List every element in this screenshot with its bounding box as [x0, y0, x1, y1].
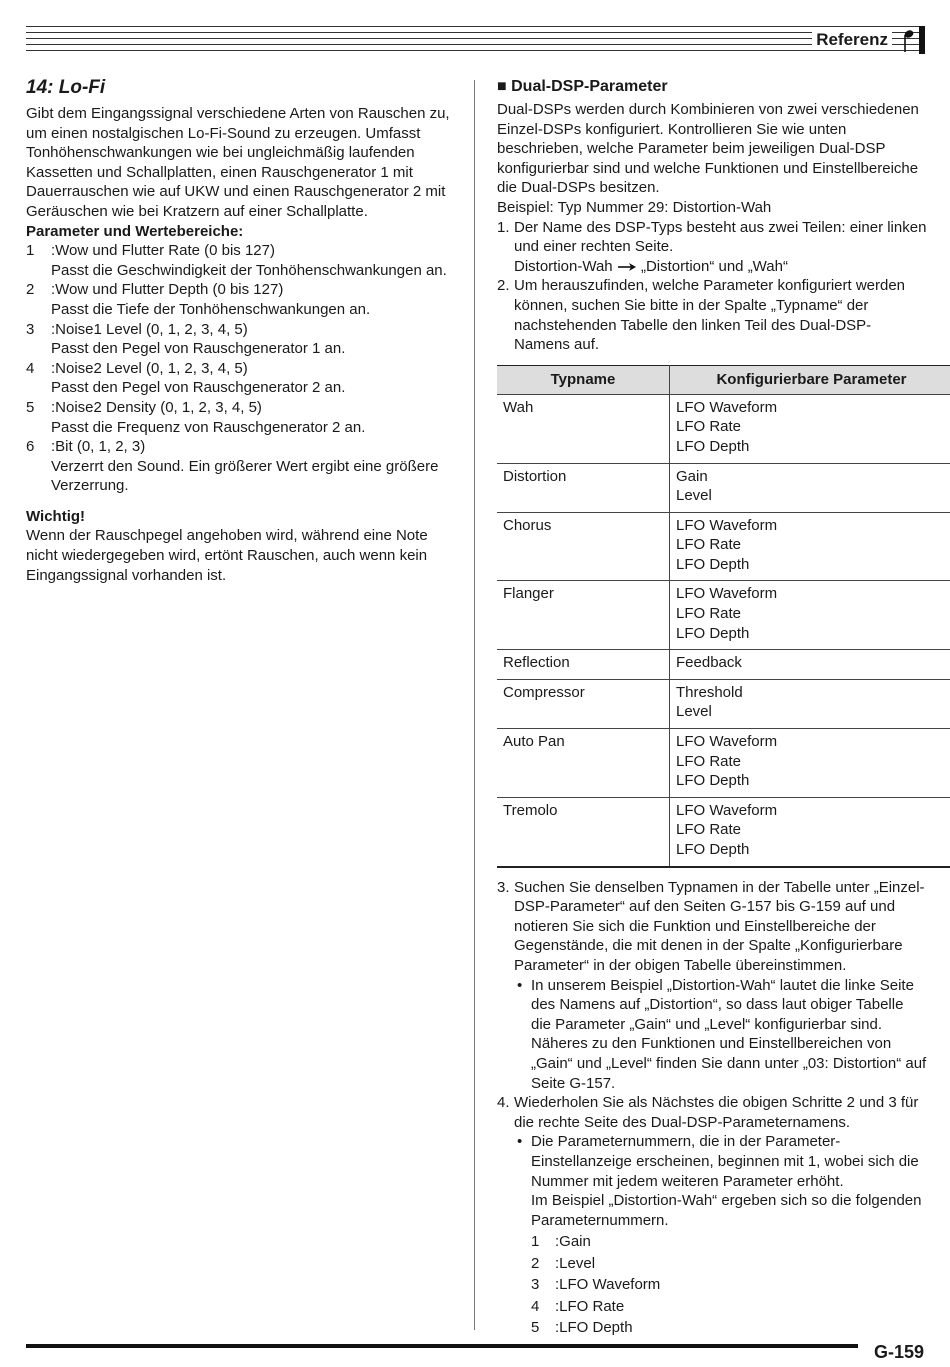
table-row — [497, 679, 950, 728]
param-name: :Noise2 Level (0, 1, 2, 3, 4, 5) — [51, 359, 248, 377]
step-text: Um herauszufinden, welche Parameter konfiguriert werden können, suchen Sie bitte in der Spalte „Typname“ der nachstehenden Tabelle den linken Teil des Dual-DSP-Namens auf. — [514, 277, 906, 354]
param-item — [26, 280, 456, 319]
parameter-number: 5 — [531, 1319, 540, 1337]
section-title: 14: Lo-Fi — [26, 77, 106, 98]
bullet-glyph: • — [517, 976, 523, 994]
step-text: Suchen Sie denselben Typnamen in der Tabelle unter „Einzel-DSP-Parameter“ auf den Seiten G-157 bis G-159 auf und notieren Sie sich die Funktion und Einstellbereiche der Gegenstände, die mit denen in der Spalte „Konfigurierbare Parameter“ in der obigen Tabelle übereinstimmen. — [514, 878, 925, 974]
column-divider — [474, 80, 475, 1330]
param-desc: Passt die Tiefe der Tonhöhenschwankungen an. — [51, 300, 371, 318]
page-number: G-159 — [873, 1342, 924, 1362]
table-row — [497, 650, 950, 680]
step-number: 2. — [497, 277, 510, 295]
parameter-name: :Level — [555, 1254, 596, 1272]
footer-bar — [26, 1344, 858, 1348]
param-number: 1 — [26, 242, 35, 260]
parameters-cell: Threshold Level — [670, 679, 950, 728]
left-column — [26, 76, 456, 585]
parameter-name: :LFO Rate — [555, 1297, 625, 1315]
table-row — [497, 394, 950, 463]
parameter-name: :Gain — [555, 1233, 591, 1251]
step-number: 4. — [497, 1094, 510, 1112]
parameter-number: 1 — [531, 1233, 540, 1251]
step-number: 1. — [497, 218, 510, 236]
step-example-right: „Distortion“ und „Wah“ — [640, 257, 788, 275]
arrow-right-icon — [617, 262, 637, 272]
param-item — [26, 398, 456, 437]
intro-text: Gibt dem Eingangssignal verschiedene Arten von Rauschen zu, um einen nostalgischen Lo-Fi-Sound zu erzeugen. Umfasst Tonhöhenschwankungen wie bei ungleichmäßig laufenden Kassetten und Schallplatten, einen Rauschgenerator 1 mit Dauerrauschen wie auf UKW und einen Rauschgenerator 2 mit Geräuschen wie bei Kratzern auf einer Schallplatte. — [26, 105, 450, 220]
param-name: :Noise2 Density (0, 1, 2, 3, 4, 5) — [51, 398, 262, 416]
parameters-cell: Feedback — [670, 650, 950, 680]
header-bar — [919, 26, 925, 54]
param-number: 4 — [26, 359, 35, 377]
param-item — [26, 437, 456, 496]
table-row — [497, 581, 950, 650]
parameter-number: 2 — [531, 1254, 540, 1272]
type-name-cell: Wah — [497, 394, 670, 463]
table-row — [497, 512, 950, 581]
step-3 — [497, 878, 927, 1094]
param-list — [26, 241, 456, 496]
table-header-typname: Typname — [497, 365, 670, 394]
step-text: Wiederholen Sie als Nächstes die obigen Schritte 2 und 3 für die rechte Seite des Dual-DSP-Parameternamens. — [514, 1094, 919, 1131]
parameter-number-list — [531, 1231, 927, 1339]
type-name-cell: Chorus — [497, 512, 670, 581]
step-1 — [497, 218, 927, 277]
parameter-number-item — [531, 1296, 927, 1318]
param-desc: Passt die Geschwindigkeit der Tonhöhenschwankungen an. — [51, 261, 447, 279]
parameters-cell: LFO Waveform LFO Rate LFO Depth — [670, 512, 950, 581]
steps-list-bottom — [497, 878, 927, 1339]
param-number: 5 — [26, 398, 35, 416]
param-desc: Verzerrt den Sound. Ein größerer Wert ergibt eine größere Verzerrung. — [51, 457, 439, 495]
type-name-cell: Compressor — [497, 679, 670, 728]
parameters-cell: LFO Waveform LFO Rate LFO Depth — [670, 581, 950, 650]
param-number: 6 — [26, 438, 35, 456]
step-example-left: Distortion-Wah — [514, 257, 613, 275]
param-name: :Wow und Flutter Rate (0 bis 127) — [51, 242, 275, 260]
bullet-text: Die Parameternummern, die in der Parameter-Einstellanzeige erscheinen, beginnen mit 1, wobei sich die Nummer mit jedem weiteren Parameter erhöht. — [531, 1133, 919, 1190]
step-number: 3. — [497, 878, 510, 896]
important-heading: Wichtig! — [26, 507, 86, 525]
table-header-row — [497, 365, 950, 394]
param-name: :Wow und Flutter Depth (0 bis 127) — [51, 281, 284, 299]
param-number: 2 — [26, 281, 35, 299]
parameters-cell: LFO Waveform LFO Rate LFO Depth — [670, 394, 950, 463]
parameters-cell: Gain Level — [670, 463, 950, 512]
right-column — [497, 76, 927, 1339]
params-heading: Parameter und Wertebereiche: — [26, 222, 244, 240]
parameters-cell: LFO Waveform LFO Rate LFO Depth — [670, 797, 950, 866]
type-name-cell: Auto Pan — [497, 729, 670, 798]
example-line: Beispiel: Typ Nummer 29: Distortion-Wah — [497, 198, 772, 216]
bullet-glyph: • — [517, 1133, 523, 1151]
table-row — [497, 463, 950, 512]
parameters-cell: LFO Waveform LFO Rate LFO Depth — [670, 729, 950, 798]
parameter-number-item — [531, 1317, 927, 1339]
param-desc: Passt den Pegel von Rauschgenerator 1 an. — [51, 340, 346, 358]
param-desc: Passt den Pegel von Rauschgenerator 2 an. — [51, 379, 346, 397]
param-name: :Noise1 Level (0, 1, 2, 3, 4, 5) — [51, 320, 248, 338]
parameter-number-item — [531, 1253, 927, 1275]
type-name-cell: Distortion — [497, 463, 670, 512]
step-text: Der Name des DSP-Typs besteht aus zwei Teilen: einer linken und einer rechten Seite. — [514, 218, 927, 256]
param-number: 3 — [26, 320, 35, 338]
parameter-number-item — [531, 1231, 927, 1253]
bullet-text-2: Im Beispiel „Distortion-Wah“ ergeben sich so die folgenden Parameternummern. — [531, 1192, 922, 1229]
parameter-number-item — [531, 1274, 927, 1296]
step-2 — [497, 276, 927, 354]
header-staff-lines — [26, 26, 920, 52]
param-name: :Bit (0, 1, 2, 3) — [51, 438, 146, 456]
table-row — [497, 797, 950, 866]
step-4 — [497, 1093, 927, 1339]
table-row — [497, 729, 950, 798]
important-text: Wenn der Rauschpegel angehoben wird, während eine Note nicht wiedergegeben wird, ertönt Rauschen, auch wenn kein Eingangssignal vorhanden ist. — [26, 527, 428, 584]
bullet-text: In unserem Beispiel „Distortion-Wah“ lautet die linke Seite des Namens auf „Distortion“, so dass laut obiger Tabelle die Parameter „Gain“ und „Level“ konfigurierbar sind. Näheres zu den Funktionen und Einstellbereichen von „Gain“ und „Level“ finden Sie dann unter „03: Distortion“ auf Seite G-157. — [531, 976, 927, 1092]
table-header-parameters: Konfigurierbare Parameter — [670, 365, 950, 394]
bullet-list — [514, 976, 927, 1094]
dsp-parameter-table — [497, 365, 950, 868]
param-desc: Passt die Frequenz von Rauschgenerator 2 an. — [51, 418, 366, 436]
steps-list-top — [497, 218, 927, 355]
bullet-list — [514, 1132, 927, 1338]
header-title: Referenz — [812, 30, 892, 50]
dual-dsp-heading: ■ Dual-DSP-Parameter — [497, 78, 668, 95]
type-name-cell: Flanger — [497, 581, 670, 650]
type-name-cell: Reflection — [497, 650, 670, 680]
param-item — [26, 241, 456, 280]
param-item — [26, 359, 456, 398]
bullet-item — [514, 976, 927, 1094]
param-item — [26, 320, 456, 359]
dual-dsp-intro: Dual-DSPs werden durch Kombinieren von zwei verschiedenen Einzel-DSPs konfiguriert. Kontrollieren Sie wie unten beschrieben, welche Parameter beim jeweiligen Dual-DSP konfigurierbar sind und welche Funktionen und Einstellbereiche die Dual-DSPs besitzen. — [497, 101, 919, 197]
bullet-item — [514, 1132, 927, 1338]
parameter-name: :LFO Depth — [555, 1319, 633, 1337]
parameter-name: :LFO Waveform — [555, 1276, 661, 1294]
parameter-number: 4 — [531, 1297, 540, 1315]
parameter-number: 3 — [531, 1276, 540, 1294]
type-name-cell: Tremolo — [497, 797, 670, 866]
